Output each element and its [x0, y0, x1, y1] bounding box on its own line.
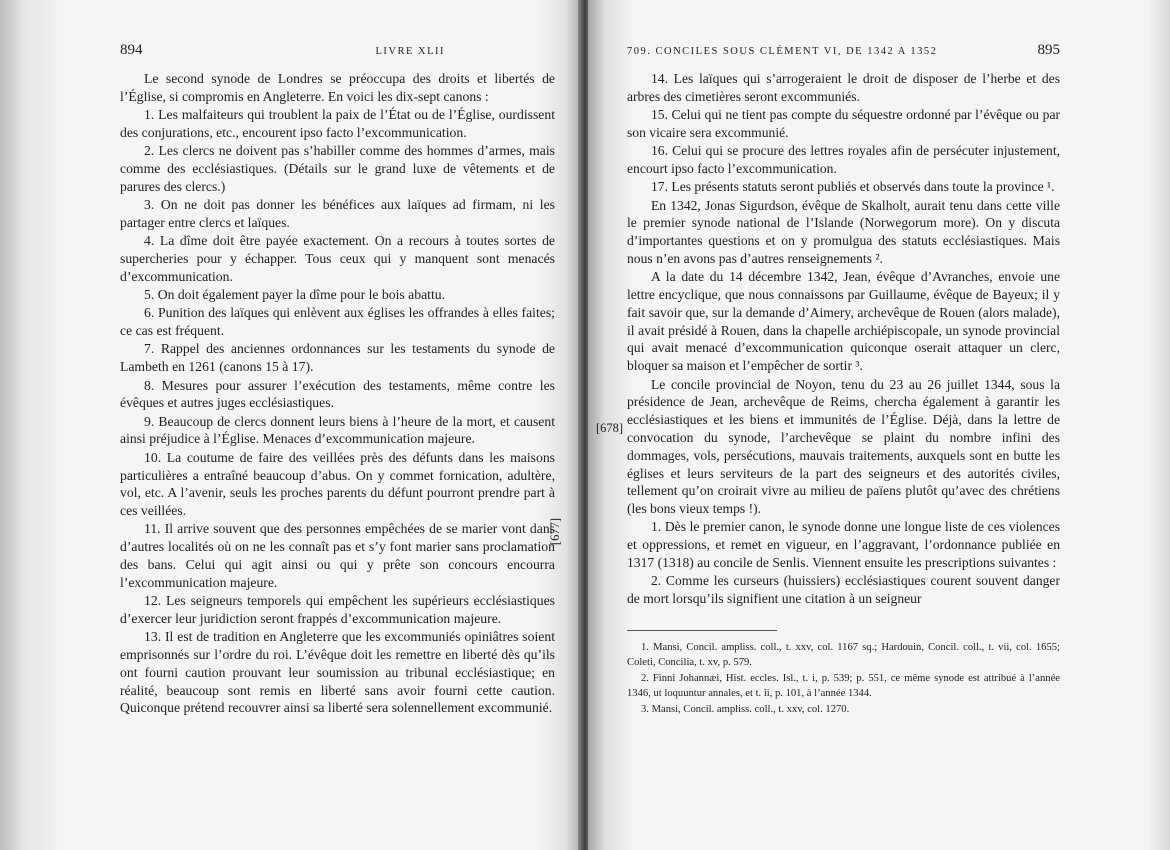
canon-5: 5. On doit également payer la dîme pour le bois abattu. [144, 287, 446, 303]
paragraph-skalholt: En 1342, Jonas Sigurdson, évêque de Skalholt, aurait tenu dans cette ville le premier synode national de l’Islande (Norwegorum more). On y discuta d’importantes questions et on y promulgua des statuts ecclésiastiques. Mais nous n’en avons pas d’autres renseignements ². [627, 197, 1060, 266]
paragraph-avranches: A la date du 14 décembre 1342, Jean, évêque d’Avranches, envoie une lettre encyclique, que nous connaissons par Guillaume, évêque de Bayeux; il y fait savoir que, sur la demande d’Aimery, archevêque de Rouen (alors malade), il avait présidé à Rouen, dans la chapelle archiépiscopale, un synode provincial qui avait menacé d’excommunication quiconque oserait attaquer un clerc, bloquer sa maison et l’empêcher de sortir ³. [627, 269, 1060, 374]
footnote: 3. Mansi, Concil. ampliss. coll., t. xxv, col. 1270. [641, 704, 850, 716]
canon-16: 16. Celui qui se procure des lettres royales afin de persécuter injustement, encourt ipso facto l’excommunication. [627, 143, 1060, 176]
canon-15: 15. Celui qui ne tient pas compte du séquestre ordonné par l’évêque ou par son vicaire sera excommunié. [627, 107, 1060, 140]
canon-10: 10. La coutume de faire des veillées près des défunts dans les maisons particulières a entraîné beaucoup d’abus. On y commet fornication, adultère, vol, etc. A l’avenir, seuls les proches parents du défunt pourront prendre part à ces veillées. [120, 449, 555, 519]
left-running-title: LIVRE XLII [375, 46, 445, 57]
canon-13: 13. Il est de tradition en Angleterre que les excommuniés opiniâtres soient emprisonnés sur l’ordre du roi. L’évêque doit les remettre en liberté dès qu’ils ont fourni caution prouvant leur soumission au tribunal ecclésiastique; en réalité, beaucoup sont remis en liberté sans avoir fourni cette caution. Quiconque prétend recouvrer ainsi sa liberté sera solennellement excommunié. [120, 629, 555, 716]
footnote: 2. Finni Johannæi, Hist. eccles. Isl., t. i, p. 539; p. 551, ce même synode est attribué à l’année 1346, ut loquuntur annales, et t. ii, p. 101, à l’année 1344. [627, 673, 1060, 699]
canon-1: 1. Les malfaiteurs qui troublent la paix de l’État ou de l’Église, ourdissent des conjurations, etc., encourent ipso facto l’excommunication. [120, 107, 555, 140]
canon-2: 2. Les clercs ne doivent pas s’habiller comme des hommes d’armes, mais comme des ecclésiastiques. (Détails sur le grand luxe de vêtements et de parures des clercs.) [120, 143, 555, 194]
footnotes [627, 641, 1060, 718]
right-page-header [627, 42, 1060, 59]
canon-3: 3. On ne doit pas donner les bénéfices aux laïques ad firmam, ni les partager entre clercs et laïques. [120, 197, 555, 230]
canon-6: 6. Punition des laïques qui enlèvent aux églises les offrandes à elles faites; ce cas est fréquent. [120, 305, 555, 339]
canon-4: 4. La dîme doit être payée exactement. On a recours à toutes sortes de supercheries pour y échapper. Tous ceux qui y manquent sont menacés d’excommunication. [120, 233, 555, 284]
left-page-body [120, 70, 555, 717]
canon-8: 8. Mesures pour assurer l’exécution des testaments, même contre les évêques et autres juges ecclésiastiques. [120, 377, 555, 411]
right-running-title: 709. CONCILES SOUS CLÉMENT VI, DE 1342 A 1352 [627, 46, 938, 57]
left-page-number: 894 [120, 42, 143, 58]
footnote-rule [627, 630, 777, 631]
canon-9: 9. Beaucoup de clercs donnent leurs biens à l’heure de la mort, et causent ainsi préjudice à l’Église. Menaces d’excommunication majeure. [120, 413, 555, 447]
canon-7: 7. Rappel des anciennes ordonnances sur les testaments du synode de Lambeth en 1261 (canons 15 à 17). [120, 341, 555, 375]
footnote: 1. Mansi, Concil. ampliss. coll., t. xxv, col. 1167 sq.; Hardouin, Concil. coll., t. vii, col. 1655; Coleti, Concilia, t. xv, p. 579. [627, 641, 1060, 668]
margin-page-ref-677: [677] [548, 518, 562, 546]
right-page [588, 0, 1170, 850]
canon-14: 14. Les laïques qui s’arrogeraient le droit de disposer de l’herbe et des arbres des cimetières seront excommuniés. [627, 71, 1060, 104]
right-page-number: 895 [1037, 42, 1060, 58]
canon-11: 11. Il arrive souvent que des personnes empêchées de se marier vont dans d’autres localités où on ne les connaît pas et s’y font marier sans proclamation des bans. Celui qui agit ainsi ou qui y prête son concours encourra l’excommunication majeure. [120, 521, 555, 590]
noyon-canon-2: 2. Comme les curseurs (huissiers) ecclésiastiques courent souvent danger de mort lorsqu’ils signifient une citation à un seigneur [627, 573, 1060, 607]
canon-12: 12. Les seigneurs temporels qui empêchent les supérieurs ecclésiastiques d’exercer leur juridiction seront frappés d’excommunication majeure. [120, 593, 555, 626]
right-page-body [627, 70, 1060, 608]
noyon-canon-1: 1. Dès le premier canon, le synode donne une longue liste de ces violences et oppressions, et remet en vigueur, en l’aggravant, l’ordonnance publiée en 1317 (1318) au concile de Senlis. Viennent ensuite les prescriptions suivantes : [627, 519, 1060, 571]
canon-17: 17. Les présents statuts seront publiés et observés dans toute la province ¹. [651, 179, 1055, 195]
paragraph-noyon: Le concile provincial de Noyon, tenu du 23 au 26 juillet 1344, sous la présidence de Jean, archevêque de Reims, chercha également à garantir les ecclésiastiques et les biens et immunités de l’Église. Déjà, dans la lettre de convocation du synode, l’archevêque se plaint du nombre infini des dommages, vols, persécutions, mauvais traitements, auxquels sont en butte les églises et leurs serviteurs de la part des seigneurs et des autorités civiles, tellement qu’on croirait vivre au milieu de païens plutôt qu’avec des chrétiens (les bons vieux temps !). [627, 376, 1060, 517]
left-page-header [120, 42, 555, 59]
paragraph: Le second synode de Londres se préoccupa des droits et libertés de l’Église, si compromis en Angleterre. En voici les dix-sept canons : [120, 71, 555, 104]
margin-page-ref-678: [678] [596, 421, 624, 435]
left-page [0, 0, 583, 850]
